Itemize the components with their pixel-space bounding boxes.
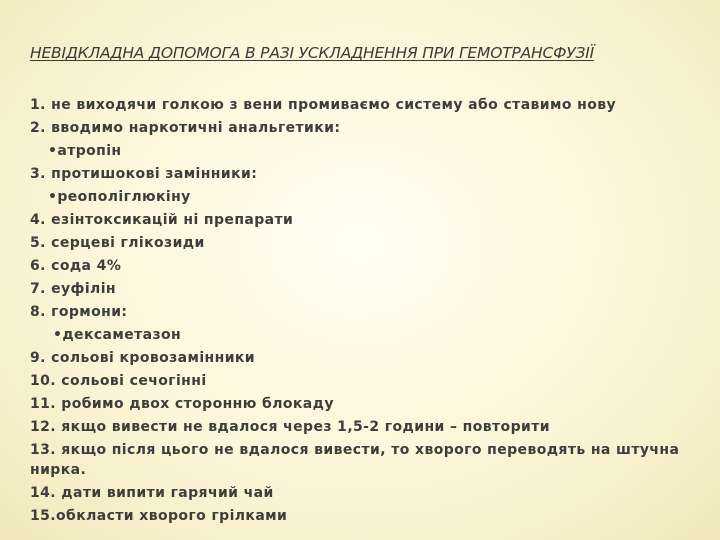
list-subitem: •реополіглюкіну [48,189,191,205]
list-item: 14. дати випити гарячий чай [30,485,274,501]
list-item: 9. сольові кровозамінники [30,350,256,366]
slide-title: НЕВІДКЛАДНА ДОПОМОГА В РАЗІ УСКЛАДНЕННЯ ПРИ ГЕМОТРАНСФУЗІЇ [30,44,594,62]
treatment-steps-list [30,95,700,529]
list-item: 1. не виходячи голкою з вени промиваємо систему або ставимо нову [30,97,617,113]
list-item: 5. серцеві глікозиди [30,235,205,251]
list-item: 4. езінтоксикацій ні препарати [30,212,294,228]
list-item: 2. вводимо наркотичні анальгетики: [30,120,341,136]
list-item: 11. робимо двох сторонню блокаду [30,396,334,412]
list-item: 3. протишокові замінники: [30,166,258,182]
list-item: 10. сольові сечогінні [30,373,207,389]
list-item: 7. еуфілін [30,281,116,297]
list-subitem: •дексаметазон [53,327,182,343]
list-item: 8. гормони: [30,304,128,320]
list-subitem: •атропін [48,143,122,159]
list-item: 12. якщо вивести не вдалося через 1,5-2 години – повторити [30,419,550,435]
list-item: 15.обкласти хворого грілками [30,508,288,524]
list-item: 6. сода 4% [30,258,122,274]
list-item: 13. якщо після цього не вдалося вивести, то хворого переводять на штучна нирка. [30,442,680,478]
